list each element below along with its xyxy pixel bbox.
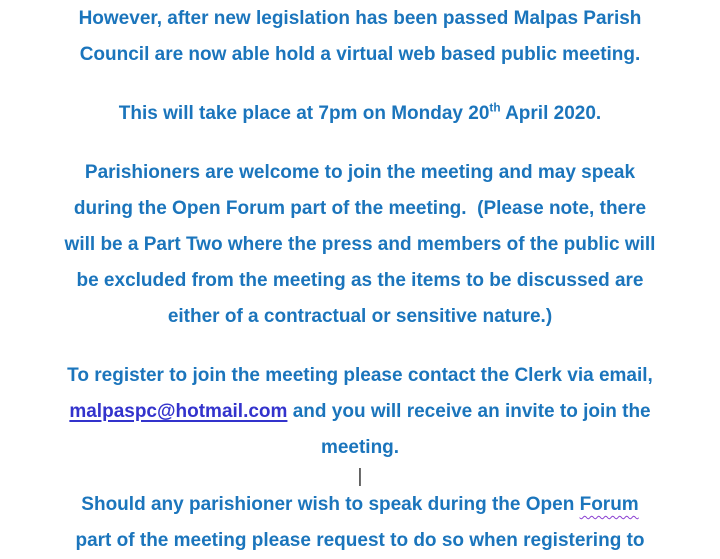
register-text-after-link: and you will receive an invite to join the xyxy=(287,401,651,422)
text-line: part of the meeting please request to do so when registering to xyxy=(75,530,645,551)
text-cursor-line xyxy=(0,466,720,487)
paragraph-register xyxy=(0,358,720,466)
paragraph-open-forum xyxy=(0,487,720,559)
text-line: Council are now able hold a virtual web based public meeting. xyxy=(79,44,641,65)
text-line xyxy=(0,96,720,132)
text-line: be excluded from the meeting as the items to be discussed are xyxy=(76,270,644,291)
forum-text-before: Should any parishioner wish to speak during the Open xyxy=(81,494,580,515)
text-line xyxy=(0,394,720,430)
text-line: will be a Part Two where the press and members of the public will xyxy=(64,234,656,255)
date-text-before: This will take place at 7pm on Monday 20 xyxy=(118,103,490,124)
text-line: during the Open Forum part of the meeting. (Please note, there xyxy=(73,198,647,219)
spellcheck-squiggle-word: Forum xyxy=(579,494,639,515)
text-line: either of a contractual or sensitive nature.) xyxy=(167,306,553,327)
text-line xyxy=(0,487,720,523)
email-link[interactable]: malpaspc@hotmail.com xyxy=(69,401,288,422)
paragraph-legislation xyxy=(0,1,720,73)
text-line: meeting. xyxy=(320,437,400,458)
text-line: However, after new legislation has been passed Malpas Parish xyxy=(78,8,642,29)
paragraph-parishioners xyxy=(0,155,720,335)
date-text-after: April 2020. xyxy=(500,103,602,124)
text-line: To register to join the meeting please contact the Clerk via email, xyxy=(67,365,653,386)
ordinal-superscript: th xyxy=(489,101,501,115)
paragraph-meeting-date xyxy=(0,96,720,132)
text-cursor: | xyxy=(357,466,363,487)
text-line: Parishioners are welcome to join the meeting and may speak xyxy=(84,162,636,183)
